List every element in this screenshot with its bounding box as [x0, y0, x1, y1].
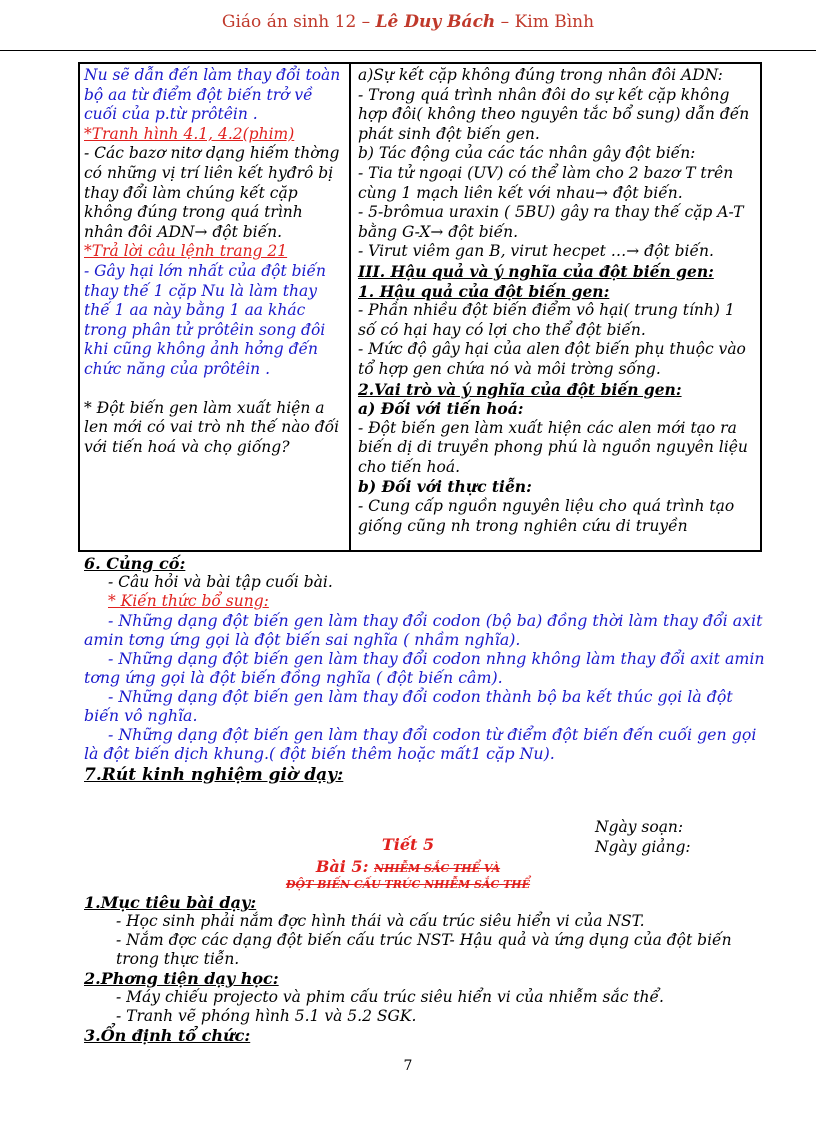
header-prefix: Giáo án sinh 12 – [221, 12, 376, 32]
lesson-bai-title-2: ĐỘT BIẾN CẤU TRÚC NHIỄM SẮC THỂ [285, 878, 531, 891]
kien-thuc-item: - Những dạng đột biến gen làm thay đổi codon (bộ ba) đồng thời làm thay đổi axit amin tơng ứng gọi là đột biến sai nghĩa ( nhầm nghĩa). [84, 611, 763, 649]
kien-thuc-bo-sung [108, 592, 269, 611]
table-left-para: - Gây hại lớn nhất của đột biến thay thế 1 cặp Nu là làm thay thế 1 aa này bằng 1 aa khác trong phân tử prôtêin song đôi khi cũng không ảnh hởng đến chức năng của prôtêin . [84, 261, 327, 378]
lesson-title-line2 [0, 878, 816, 891]
section-on-dinh: 3.Ổn định tổ chức: [84, 1026, 251, 1045]
table-right-para: - Trong quá trình nhân đôi do sự kết cặp không hợp đôi( không theo nguyên tắc bổ sung) dẫn đến phát sinh đột biến gen. [358, 85, 750, 143]
section-muc-tieu: 1.Mục tiêu bài dạy: [84, 893, 257, 912]
table-right-para: - Mức độ gây hại của alen đột biến phụ thuộc vào tổ hợp gen chứa nó và môi trờng sống. [358, 340, 746, 378]
cung-co-line: - Câu hỏi và bài tập cuối bài. [108, 573, 333, 591]
table-right-para: - 5-brômua uraxin ( 5BU) gây ra thay thế cặp A-T bằng G-X→ đột biến. [358, 203, 744, 241]
table-left-para: Nu sẽ dẫn đến làm thay đổi toàn bộ aa từ điểm đột biến trở về cuối của p.từ prôtêin . [84, 66, 341, 124]
muc-tieu-list [84, 912, 770, 969]
table-right-para: - Virut viêm gan B, virut hecpet …→ đột biến. [358, 242, 714, 261]
kien-thuc-item: - Những dạng đột biến gen làm thay đổi codon thành bộ ba kết thúc gọi là đột biến vô nghĩa. [84, 687, 733, 725]
kien-thuc-label: * Kiến thức bổ sung: [108, 592, 269, 610]
section-phuong-tien: 2.Phơng tiện dạy học: [84, 969, 279, 988]
table-right-heading: 1. Hậu quả của đột biến gen: [358, 281, 610, 301]
kien-thuc-item: - Những dạng đột biến gen làm thay đổi codon nhng không làm thay đổi axit amin tơng ứng gọi là đột biến đồng nghĩa ( đột biến câm). [84, 649, 765, 687]
table-column-divider [349, 64, 351, 550]
header-suffix: – Kim Bình [495, 12, 595, 32]
phuong-tien-item: - Tranh vẽ phóng hình 5.1 và 5.2 SGK. [116, 1007, 417, 1025]
section-cung-co-title: 6. Củng cố: [84, 554, 186, 573]
table-right-heading: a) Đối với tiến hoá: [358, 399, 524, 419]
table-left-para: * Đột biến gen làm xuất hiện a len mới có vai trò nh thế nào đối với tiến hoá và chọ giống? [84, 398, 340, 456]
lesson-tiet: Tiết 5 [381, 835, 435, 854]
phuong-tien-list [84, 988, 770, 1026]
table-right-para: a)Sự kết cặp không đúng trong nhân đôi ADN: [358, 66, 723, 84]
ngay-soan: Ngày soạn: [595, 818, 684, 836]
kien-thuc-item: - Những dạng đột biến gen làm thay đổi codon từ điểm đột biến đến cuối gen gọi là đột biến dịch khung.( đột biến thêm hoặc mất1 cặp Nu). [84, 725, 757, 763]
phuong-tien-item: - Máy chiếu projecto và phim cấu trúc siêu hiển vi của nhiễm sắc thể. [116, 988, 664, 1006]
lesson-table [78, 62, 762, 552]
page-number: 7 [403, 1058, 413, 1074]
section-rut-kinh-nghiem: 7.Rút kinh nghiệm giờ dạy: [84, 765, 344, 785]
table-right-heading: b) Đối với thực tiễn: [358, 477, 532, 497]
kien-thuc-list [84, 611, 770, 763]
table-right-para: - Đột biến gen làm xuất hiện các alen mới tạo ra biến dị di truyền phong phú là nguồn nguyên liệu cho tiến hoá. [358, 418, 748, 476]
content-column [358, 66, 756, 536]
muc-tieu-item: - Học sinh phải nắm đợc hình thái và cấu trúc siêu hiển vi của NST. [116, 912, 645, 930]
table-right-para: b) Tác động của các tác nhân gây đột biến: [358, 144, 696, 163]
table-left-para: *Trả lời câu lệnh trang 21 [84, 242, 288, 261]
table-right-heading: III. Hậu quả và ý nghĩa của đột biến gen: [358, 261, 714, 281]
table-right-para: - Tia tử ngoại (UV) có thể làm cho 2 bazơ T trên cùng 1 mạch liên kết với nhau→ đột biến. [358, 163, 734, 202]
muc-tieu-item: - Nắm đợc các dạng đột biến cấu trúc NST- Hậu quả và ứng dụng của đột biến trong thực tiễn. [116, 931, 732, 968]
lesson-bai-label: Bài 5: [315, 857, 375, 876]
ngay-giang: Ngày giảng: [595, 838, 691, 856]
table-left-para: - Các bazơ nitơ dạng hiếm thờng có những vị trí liên kết hyđrô bị thay đổi làm chúng kết cặp không đúng trong quá trình nhân đôi ADN→ đột biến. [84, 144, 340, 241]
lesson-title-line1 [0, 857, 816, 876]
table-right-para: - Cung cấp nguồn nguyên liệu cho quá trình tạo giống cũng nh trong nghiên cứu di truyền [358, 497, 735, 535]
header-author: Lê Duy Bách [375, 12, 496, 32]
page-header [0, 12, 816, 32]
lesson-bai-title: NHIỄM SẮC THỂ VÀ [374, 862, 501, 875]
table-right-para: - Phần nhiều đột biến điểm vô hại( trung tính) 1 số có hại hay có lợi cho thể đột biến. [358, 301, 735, 339]
teacher-activity-column [84, 66, 342, 457]
table-left-para: *Tranh hình 4.1, 4.2(phim) [84, 124, 295, 143]
header-divider [0, 50, 816, 51]
table-right-heading: 2.Vai trò và ý nghĩa của đột biến gen: [358, 379, 682, 399]
